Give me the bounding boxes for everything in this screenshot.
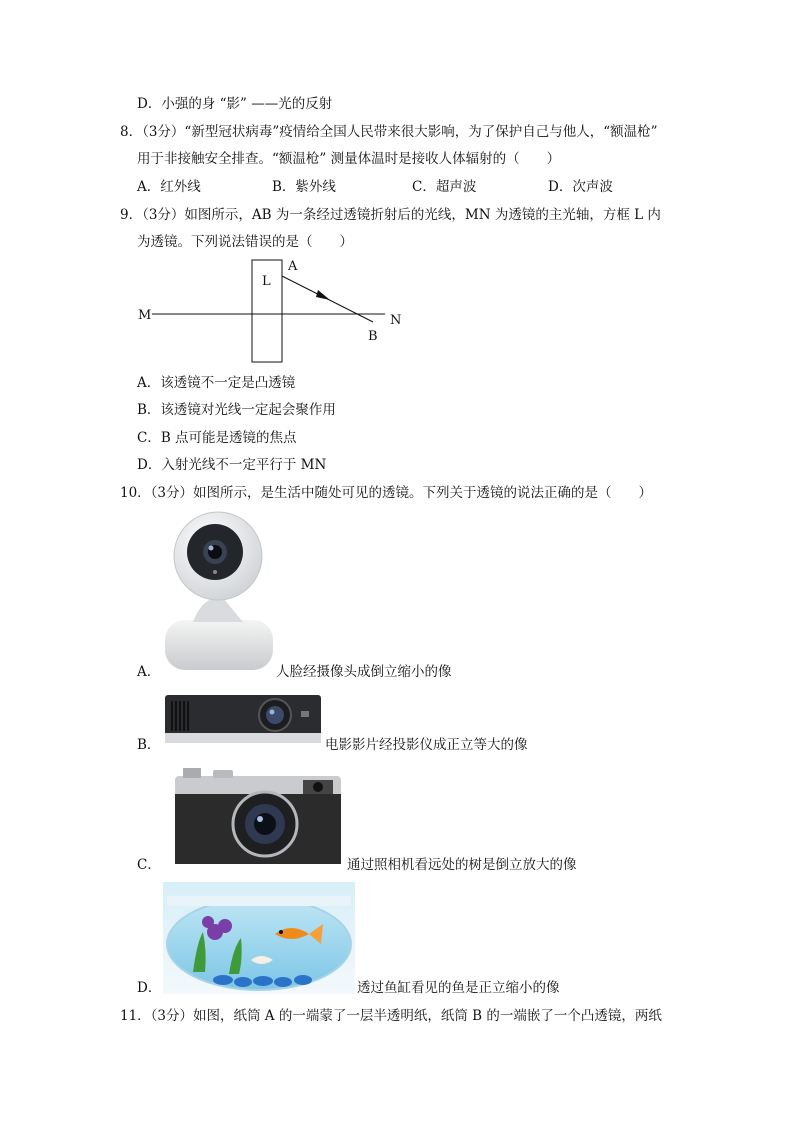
q10-stem-line1: 10．（3分）如图所示，是生活中随处可见的透镜。下列关于透镜的说法正确的是（ ）: [120, 485, 653, 501]
lens-ray-diagram: [130, 252, 420, 367]
q9-stem-line1: 9．（3分）如图所示，AB 为一条经过透镜折射后的光线，MN 为透镜的主光轴，方框 L 内: [120, 207, 661, 223]
ray-arrow-icon: [316, 290, 330, 300]
q8-option-b: B．紫外线: [272, 179, 336, 195]
label-b: B: [368, 329, 378, 344]
q9-stem-line2: 为透镜。下列说法错误的是（ ）: [137, 234, 353, 250]
q8-stem-line2: 用于非接触安全排查。“额温枪” 测量体温时是接收人体辐射的（ ）: [137, 151, 561, 167]
q10-option-d-letter: D．: [137, 980, 162, 996]
q10-option-b-letter: B．: [137, 737, 161, 753]
projector-image: [163, 693, 323, 747]
fish-bowl-image: [163, 882, 355, 994]
q10-option-b-text: 电影影片经投影仪成正立等大的像: [325, 737, 528, 753]
q9-option-c: C．B 点可能是透镜的焦点: [137, 430, 297, 446]
label-m: M: [138, 308, 152, 323]
q7-option-d: D．小强的身 “影” ——光的反射: [137, 96, 333, 112]
camera-image: [173, 766, 343, 866]
label-a: A: [288, 259, 298, 274]
label-lens: L: [262, 274, 271, 289]
q10-option-d-text: 透过鱼缸看见的鱼是正立缩小的像: [357, 980, 560, 996]
q8-option-c: C．超声波: [412, 179, 477, 195]
q9-option-a: A．该透镜不一定是凸透镜: [137, 375, 296, 391]
q9-option-b: B．该透镜对光线一定起会聚作用: [137, 402, 336, 418]
q8-option-d: D．次声波: [548, 179, 613, 195]
q11-stem-line1: 11．（3分）如图，纸筒 A 的一端蒙了一层半透明纸，纸筒 B 的一端嵌了一个凸透镜，两纸: [120, 1008, 662, 1024]
q9-option-d: D．入射光线不一定平行于 MN: [137, 457, 327, 473]
q8-option-a: A．红外线: [137, 179, 201, 195]
q8-stem-line1: 8．（3分）“新型冠状病毒”疫情给全国人民带来很大影响，为了保护自己与他人，“额温枪”: [120, 124, 658, 140]
q10-option-a-letter: A．: [137, 664, 161, 680]
q10-option-c-letter: C．: [137, 857, 161, 873]
q10-option-a-text: 人脸经摄像头成倒立缩小的像: [276, 664, 452, 680]
label-n: N: [390, 313, 402, 328]
q10-option-c-text: 通过照相机看远处的树是倒立放大的像: [347, 857, 577, 873]
security-camera-image: [163, 510, 275, 672]
